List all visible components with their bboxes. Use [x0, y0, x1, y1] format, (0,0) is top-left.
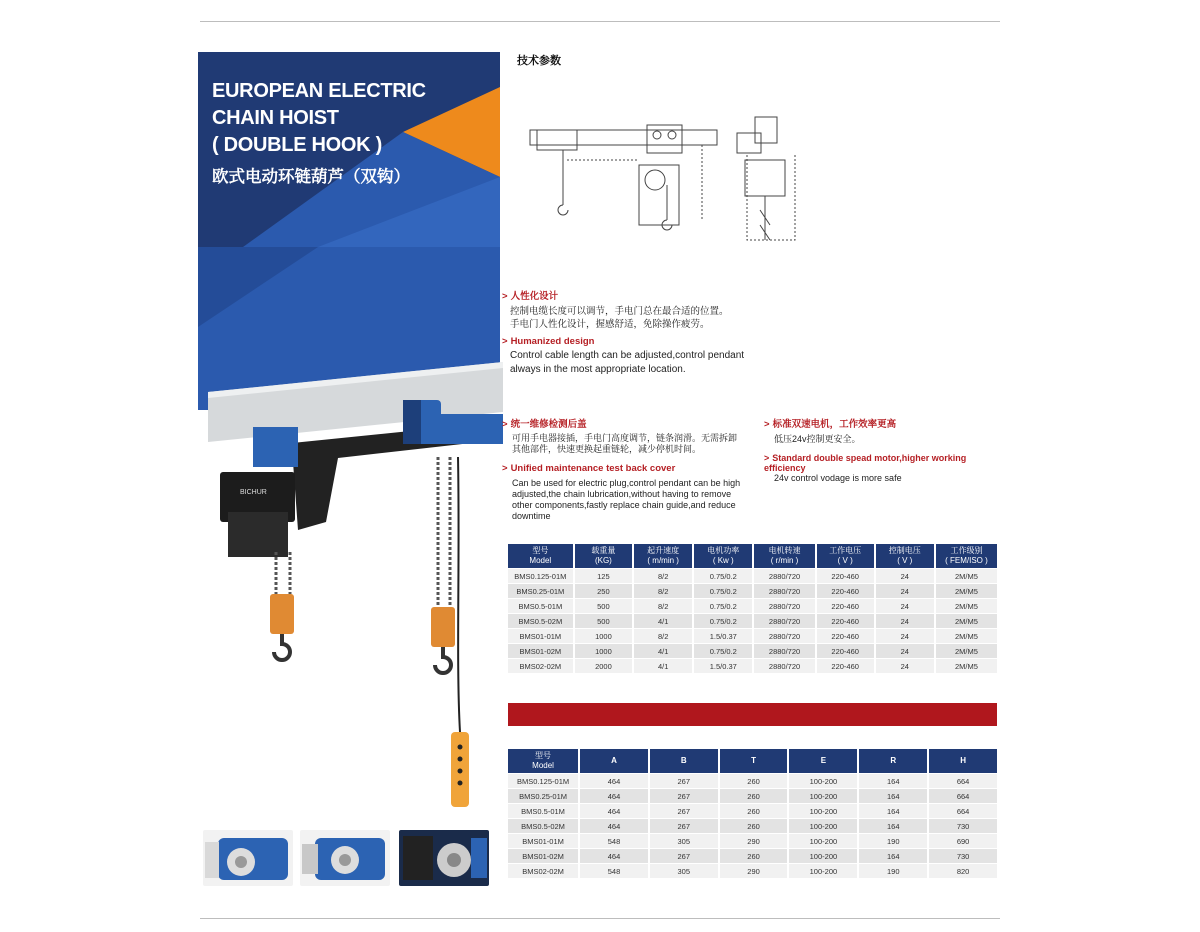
column-header	[634, 544, 692, 568]
table-cell: 0.75/0.2	[694, 614, 752, 628]
table-cell: 250	[575, 584, 633, 598]
table-cell: 100-200	[789, 819, 857, 833]
table-cell: 464	[580, 789, 648, 803]
column-header-line: E	[820, 756, 827, 765]
table-cell: 8/2	[634, 584, 692, 598]
table-cell: 24	[876, 644, 934, 658]
table-cell: 260	[720, 849, 788, 863]
column-header-line: (KG)	[594, 556, 612, 565]
feature-motor-cn: > 标准双速电机，工作效率更高 低压24v控制更安全。	[764, 416, 1000, 446]
tech-params-title: 技术参数	[517, 54, 561, 67]
column-header	[754, 544, 814, 568]
section-divider-bar	[508, 703, 997, 726]
table-cell: 100-200	[789, 834, 857, 848]
table-cell: 24	[876, 599, 934, 613]
column-header-line: T	[751, 756, 756, 765]
table-cell: 220-460	[817, 614, 874, 628]
table-cell: 267	[650, 804, 718, 818]
table-row	[508, 834, 997, 848]
feature-line: 可用手电器接插，手电门高度调节，链条润滑。无需拆卸	[512, 433, 738, 443]
table-cell: 730	[929, 849, 997, 863]
table-cell: 8/2	[634, 599, 692, 613]
column-header-line: 工作电压	[829, 546, 862, 555]
feature-title: Standard double spead motor,higher working efficiency	[764, 453, 967, 473]
table-cell: 1000	[575, 629, 633, 643]
feature-title: Humanized design	[510, 336, 595, 347]
feature-humanized-cn: > 人性化设计 控制电缆长度可以调节，手电门总在最合适的位置。 手电门人性化设计，握感舒适，免除操作疲劳。	[502, 288, 762, 331]
table-cell: 24	[876, 659, 934, 673]
table-cell: 267	[650, 774, 718, 788]
table-cell: 2M/M5	[936, 659, 997, 673]
feature-line: Can be used for electric plug,control pendant can be high	[512, 478, 741, 488]
table-cell: 2M/M5	[936, 599, 997, 613]
table-cell: 125	[575, 569, 633, 583]
column-header	[936, 544, 997, 568]
table-cell: 164	[859, 819, 927, 833]
feature-title: 人性化设计	[510, 291, 559, 302]
feature-line: 24v control vodage is more safe	[774, 473, 902, 483]
table-cell: 220-460	[817, 599, 874, 613]
table-cell: BMS01-02M	[508, 644, 573, 658]
table-cell: 1.5/0.37	[694, 659, 752, 673]
column-header	[580, 749, 648, 773]
table-cell: 664	[929, 804, 997, 818]
table-cell: 464	[580, 804, 648, 818]
table-row	[508, 789, 997, 803]
table-cell: BMS0.5-02M	[508, 819, 578, 833]
column-header-line: ( m/min )	[647, 556, 679, 565]
table-cell: 2880/720	[754, 659, 814, 673]
column-header	[789, 749, 857, 773]
banner-title-line1: EUROPEAN ELECTRIC	[212, 80, 426, 102]
table-row	[508, 804, 997, 818]
column-header	[508, 749, 578, 773]
table-cell: BMS0.25-01M	[508, 584, 573, 598]
table-cell: 2M/M5	[936, 569, 997, 583]
table-cell: 290	[720, 834, 788, 848]
table-row	[508, 584, 997, 598]
table-row	[508, 819, 997, 833]
feature-line: Control cable length can be adjusted,control pendant	[510, 350, 745, 361]
banner-title-chinese: 欧式电动环链葫芦（双钩）	[212, 167, 410, 186]
table-cell: 24	[876, 614, 934, 628]
table-cell: 260	[720, 774, 788, 788]
column-header	[929, 749, 997, 773]
column-header-line: A	[611, 756, 617, 765]
table-cell: 2000	[575, 659, 633, 673]
table-cell: 220-460	[817, 644, 874, 658]
table-row	[508, 599, 997, 613]
feature-line: always in the most appropriate location.	[510, 364, 686, 375]
table-cell: 2880/720	[754, 644, 814, 658]
table-cell: 2880/720	[754, 614, 814, 628]
table-cell: 24	[876, 629, 934, 643]
product-photo-1	[203, 830, 293, 886]
table-cell: 220-460	[817, 659, 874, 673]
table-row	[508, 569, 997, 583]
feature-line: 其他部件，快速更换起重链轮，减少停机时间。	[512, 444, 702, 454]
feature-line: 低压24v控制更安全。	[774, 434, 861, 444]
table-row	[508, 659, 997, 673]
table-cell: 100-200	[789, 804, 857, 818]
table-cell: 820	[929, 864, 997, 878]
table-cell: 164	[859, 774, 927, 788]
column-header	[859, 749, 927, 773]
table-cell: 4/1	[634, 614, 692, 628]
table-row	[508, 644, 997, 658]
table-cell: 164	[859, 789, 927, 803]
table-cell: BMS02-02M	[508, 864, 578, 878]
table-cell: 664	[929, 789, 997, 803]
feature-maintenance-cn: > 统一维修检测后盖 可用手电器接插，手电门高度调节，链条润滑。无需拆卸 其他部件，快速更换起重链轮，减少停机时间。	[502, 416, 762, 455]
feature-title: Unified maintenance test back cover	[510, 463, 676, 474]
title-banner	[198, 52, 500, 410]
table-cell: 8/2	[634, 569, 692, 583]
column-header-line: ( Kw )	[712, 556, 734, 565]
hoist-brand-label: BICHUR	[240, 489, 267, 496]
hoist-product-image	[198, 362, 503, 817]
column-header	[876, 544, 934, 568]
table-cell: 1.5/0.37	[694, 629, 752, 643]
column-header	[694, 544, 752, 568]
table-cell: 290	[720, 864, 788, 878]
column-header-line: 型号	[535, 751, 552, 760]
table-row	[508, 774, 997, 788]
table-cell: 100-200	[789, 774, 857, 788]
column-header	[817, 544, 874, 568]
table-cell: BMS0.125-01M	[508, 569, 573, 583]
table-cell: 305	[650, 864, 718, 878]
table-cell: 500	[575, 599, 633, 613]
column-header	[575, 544, 633, 568]
table-cell: 267	[650, 819, 718, 833]
table-cell: 2880/720	[754, 584, 814, 598]
banner-title-line2: CHAIN HOIST	[212, 107, 339, 129]
table-cell: 190	[859, 864, 927, 878]
table-cell: 730	[929, 819, 997, 833]
table-cell: 2M/M5	[936, 584, 997, 598]
column-header-line: 起升速度	[647, 546, 680, 555]
table-cell: 8/2	[634, 629, 692, 643]
table-cell: BMS0.5-01M	[508, 804, 578, 818]
product-photo-2	[300, 830, 390, 886]
column-header-line: 工作级别	[950, 546, 983, 555]
bottom-divider	[200, 918, 1000, 919]
table-cell: 4/1	[634, 659, 692, 673]
product-photo-3	[399, 830, 489, 886]
column-header-line: ( r/min )	[770, 556, 799, 565]
table-cell: BMS0.125-01M	[508, 774, 578, 788]
column-header	[508, 544, 573, 568]
table-cell: BMS0.25-01M	[508, 789, 578, 803]
column-header-line: Model	[532, 761, 554, 770]
table-cell: 4/1	[634, 644, 692, 658]
feature-line: downtime	[512, 511, 551, 521]
table-cell: 190	[859, 834, 927, 848]
table-cell: 664	[929, 774, 997, 788]
table-cell: 2880/720	[754, 599, 814, 613]
table-cell: 220-460	[817, 629, 874, 643]
feature-line: 手电门人性化设计，握感舒适，免除操作疲劳。	[510, 319, 710, 330]
table-cell: 0.75/0.2	[694, 569, 752, 583]
table-cell: 548	[580, 834, 648, 848]
column-header-line: 载重量	[591, 546, 616, 555]
table-cell: 260	[720, 789, 788, 803]
feature-line: other components,fastly replace chain guide,and reduce	[512, 500, 736, 510]
table-cell: 220-460	[817, 569, 874, 583]
table-cell: 267	[650, 849, 718, 863]
table-cell: 2M/M5	[936, 644, 997, 658]
column-header-line: 型号	[532, 546, 549, 555]
top-divider	[200, 21, 1000, 22]
feature-motor-en: > Standard double spead motor,higher working efficiency 24v control vodage is more safe	[764, 453, 1000, 484]
feature-title: 统一维修检测后盖	[510, 419, 587, 430]
table-cell: 690	[929, 834, 997, 848]
table-cell: 548	[580, 864, 648, 878]
table-cell: BMS0.5-01M	[508, 599, 573, 613]
column-header-line: ( V )	[897, 556, 913, 565]
feature-title: 标准双速电机，工作效率更高	[772, 419, 897, 430]
table-cell: 100-200	[789, 789, 857, 803]
column-header-line: 电机功率	[707, 546, 740, 555]
technical-drawing	[527, 115, 797, 250]
table-cell: 0.75/0.2	[694, 584, 752, 598]
table-cell: 2M/M5	[936, 629, 997, 643]
table-cell: 2880/720	[754, 569, 814, 583]
table-cell: 24	[876, 584, 934, 598]
table-cell: 464	[580, 849, 648, 863]
table-cell: 0.75/0.2	[694, 644, 752, 658]
column-header	[720, 749, 788, 773]
table-cell: 464	[580, 819, 648, 833]
table-cell: 100-200	[789, 864, 857, 878]
feature-maintenance-en: > Unified maintenance test back cover Can be used for electric plug,control pendant can be high adjusted,the chain lubrication,without having to remove other components,fastly replace chain guide,and reduce downtime	[502, 463, 762, 522]
feature-line: adjusted,the chain lubrication,without having to remove	[512, 489, 732, 499]
table-cell: BMS01-02M	[508, 849, 578, 863]
feature-humanized-en: > Humanized design Control cable length can be adjusted,control pendant always in the most appropriate location.	[502, 336, 762, 377]
column-header-line: H	[960, 756, 966, 765]
table-row	[508, 849, 997, 863]
table-cell: 220-460	[817, 584, 874, 598]
table-cell: 500	[575, 614, 633, 628]
table-cell: 100-200	[789, 849, 857, 863]
table-cell: 267	[650, 789, 718, 803]
column-header-line: ( FEM/ISO )	[945, 556, 988, 565]
table-cell: BMS02-02M	[508, 659, 573, 673]
table-cell: 24	[876, 569, 934, 583]
table-cell: 2880/720	[754, 629, 814, 643]
column-header-line: B	[680, 756, 687, 765]
table-row	[508, 864, 997, 878]
table-row	[508, 614, 997, 628]
table-cell: 164	[859, 849, 927, 863]
column-header-line: Model	[529, 556, 552, 565]
table-cell: BMS01-01M	[508, 629, 573, 643]
dimension-table	[506, 748, 999, 879]
column-header-line: ( V )	[837, 556, 853, 565]
table-cell: 260	[720, 804, 788, 818]
spec-table	[506, 543, 999, 674]
table-cell: 0.75/0.2	[694, 599, 752, 613]
table-cell: 260	[720, 819, 788, 833]
table-cell: 1000	[575, 644, 633, 658]
table-row	[508, 629, 997, 643]
table-cell: BMS0.5-02M	[508, 614, 573, 628]
table-cell: 2M/M5	[936, 614, 997, 628]
table-cell: 164	[859, 804, 927, 818]
table-cell: BMS01-01M	[508, 834, 578, 848]
table-cell: 305	[650, 834, 718, 848]
banner-title-line3: ( DOUBLE HOOK )	[212, 134, 382, 156]
column-header-line: 控制电压	[888, 546, 921, 555]
feature-line: 控制电缆长度可以调节，手电门总在最合适的位置。	[510, 306, 729, 317]
column-header-line: 电机转速	[768, 546, 801, 555]
column-header-line: R	[890, 756, 897, 765]
column-header	[650, 749, 718, 773]
table-cell: 464	[580, 774, 648, 788]
